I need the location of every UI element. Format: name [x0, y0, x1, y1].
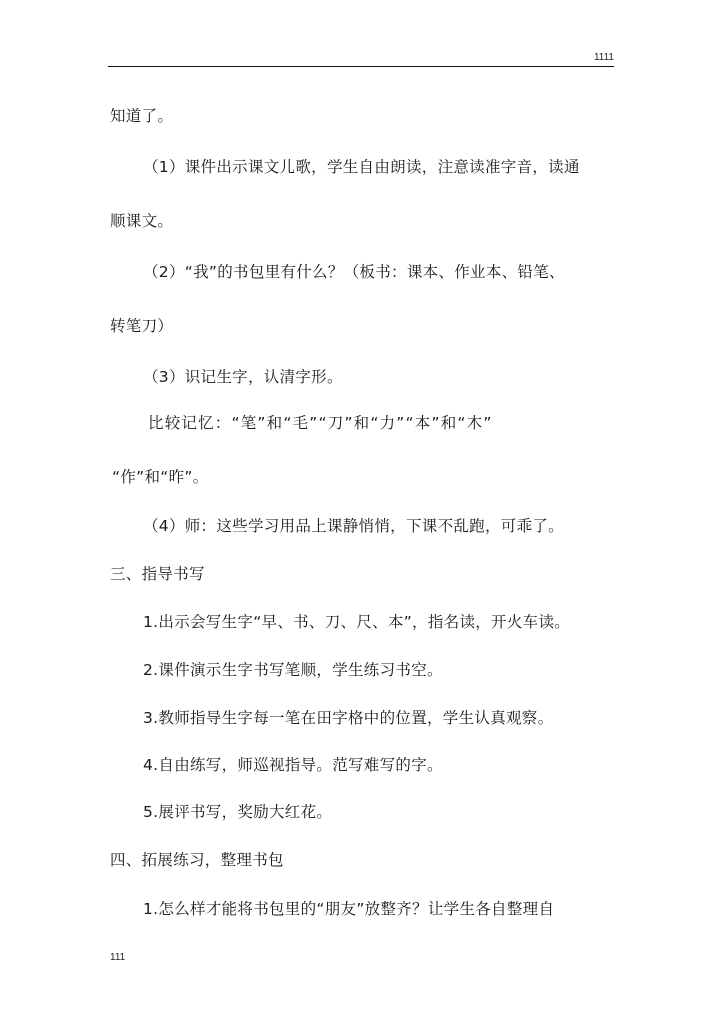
header-rule: [108, 66, 614, 67]
text-line: 1.怎么样才能将书包里的“朋友”放整齐？让学生各自整理自: [143, 900, 555, 918]
text-line: “作”和“昨”。: [112, 468, 209, 486]
page-header-number: 1111: [593, 52, 614, 63]
text-line: 知道了。: [110, 107, 174, 125]
section-heading: 三、指导书写: [110, 565, 205, 583]
text-line: 比较记忆：“笔”和“毛”“刀”和“力”“本”和“木”: [148, 414, 493, 432]
text-line: （1）课件出示课文儿歌，学生自由朗读，注意读准字音，读通: [143, 158, 580, 176]
text-line: （2）“我”的书包里有什么？（板书：课本、作业本、铅笔、: [143, 263, 565, 281]
text-line: （4）师：这些学习用品上课静悄悄，下课不乱跑，可乖了。: [143, 517, 564, 535]
text-line: 顺课文。: [110, 212, 174, 230]
text-line: 5.展评书写，奖励大红花。: [143, 803, 333, 821]
text-line: （3）识记生字，认清字形。: [143, 368, 343, 386]
text-line: 3.教师指导生字每一笔在田字格中的位置，学生认真观察。: [143, 709, 554, 727]
text-line: 转笔刀）: [110, 317, 174, 335]
text-line: 1.出示会写生字“早、书、刀、尺、本”，指名读，开火车读。: [143, 613, 571, 631]
text-line: 2.课件演示生字书写笔顺，学生练习书空。: [143, 661, 443, 679]
page-footer-number: 111: [110, 952, 126, 963]
section-heading: 四、拓展练习，整理书包: [110, 851, 284, 869]
text-line: 4.自由练写，师巡视指导。范写难写的字。: [143, 756, 443, 774]
